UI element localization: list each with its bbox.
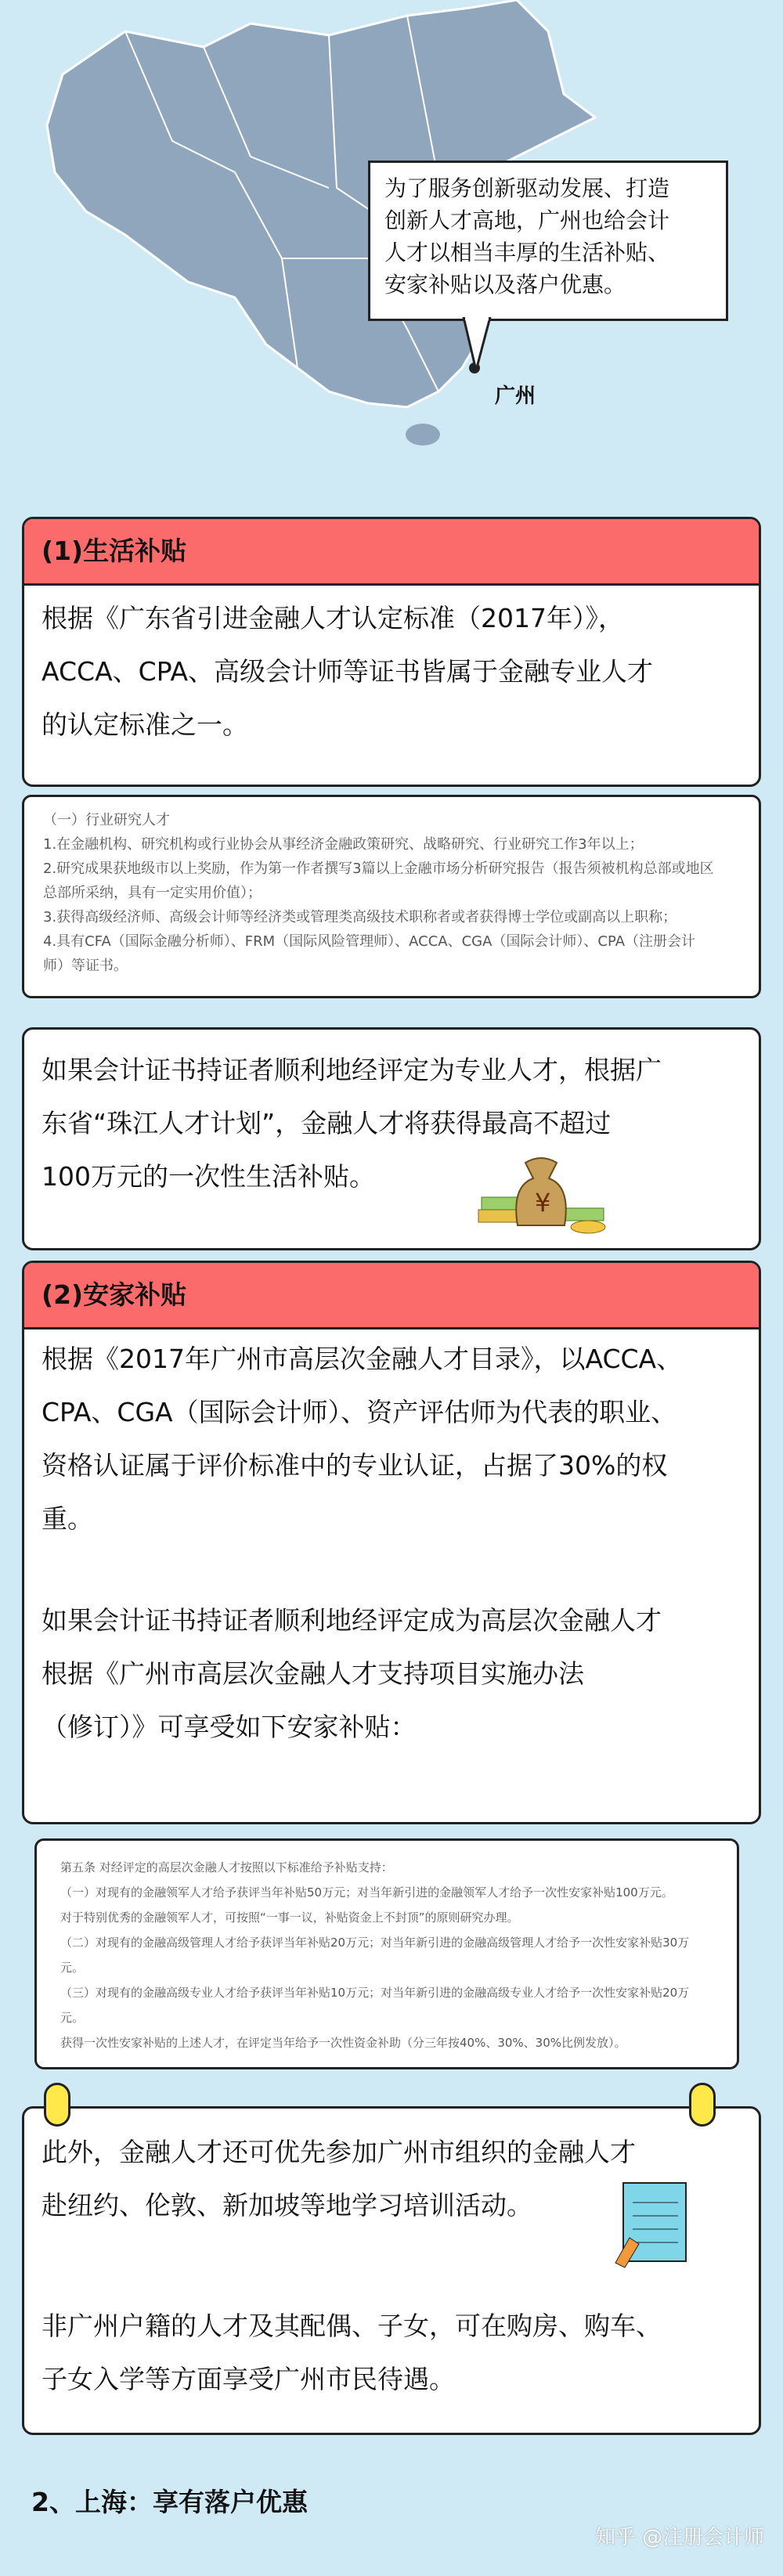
- money-symbol: ¥: [535, 1188, 551, 1218]
- paragraph-line: CPA、CGA（国际会计师）、资产评估师为代表的职业、: [41, 1397, 677, 1427]
- notepad-pencil-icon: [608, 2175, 702, 2269]
- binder-pin-left: [44, 2083, 70, 2127]
- shanghai-heading: 2、上海：享有落户优惠: [31, 2487, 308, 2517]
- paragraph-line: 根据《广东省引进金融人才认定标准（2017年）》，: [41, 603, 624, 633]
- excerpt-line: 师）等证书。: [43, 958, 128, 974]
- paragraph-line: 资格认证属于评价标准中的专业认证，占据了30%的权: [41, 1450, 668, 1481]
- pearl-plan-card: [22, 1027, 761, 1250]
- callout-line: 创新人才高地，广州也给会计: [384, 207, 670, 233]
- intro-callout: [368, 161, 728, 321]
- excerpt-line: 获得一次性安家补贴的上述人才，在评定当年给予一次性资金补助（分三年按40%、30%、30%比例发放）。: [60, 2036, 626, 2050]
- callout-line: 安家补贴以及落户优惠。: [384, 272, 626, 298]
- excerpt-line: 2.研究成果获地级市以上奖励，作为第一作者撰写3篇以上金融市场分析研究报告（报告须被机构总部或地区: [43, 860, 714, 877]
- living-subsidy-heading: (1)生活补贴: [24, 519, 759, 586]
- excerpt-line: 对于特别优秀的金融领军人才，可按照“一事一议，补贴资金上不封顶”的原则研究办理。: [60, 1910, 519, 1925]
- paragraph-line: 赴纽约、伦敦、新加坡等地学习培训活动。: [41, 2190, 532, 2221]
- living-subsidy-card: [22, 517, 761, 787]
- excerpt-line: 第五条 对经评定的高层次金融人才按照以下标准给予补贴支持：: [60, 1860, 393, 1874]
- paragraph-line: （修订）》可享受如下安家补贴：: [41, 1712, 417, 1742]
- money-bag-icon: [471, 1147, 612, 1241]
- watermark: 知乎 @注册会计师: [595, 2526, 765, 2549]
- island-hainan: [406, 424, 440, 446]
- paragraph-line: 如果会计证书持证者顺利地经评定为专业人才，根据广: [41, 1055, 662, 1085]
- paragraph-line: ACCA、CPA、高级会计师等证书皆属于金融专业人才: [41, 656, 654, 687]
- excerpt-line: （一）对现有的金融领军人才给予获评当年补贴50万元；对当年新引进的金融领军人才给予一次性安家补贴100万元。: [60, 1885, 673, 1900]
- callout-tail: [462, 317, 493, 372]
- article-excerpt: [34, 1838, 739, 2069]
- excerpt-line: 3.获得高级经济师、高级会计师等经济类或管理类高级技术职称者或者获得博士学位或副高以上职称；: [43, 909, 677, 925]
- excerpt-line: （二）对现有的金融高级管理人才给予获评当年补贴20万元；对当年新引进的金融高级管理人才给予一次性安家补贴30万: [60, 1936, 690, 1950]
- excerpt-line: 总部所采纳，具有一定实用价值）；: [43, 885, 262, 901]
- paragraph-line: 如果会计证书持证者顺利地经评定成为高层次金融人才: [41, 1605, 662, 1636]
- paragraph-line: 子女入学等方面享受广州市民待遇。: [41, 2364, 455, 2394]
- binder-pin-right: [689, 2083, 716, 2127]
- callout-line: 人才以相当丰厚的生活补贴、: [384, 240, 670, 265]
- paragraph-line: 100万元的一次性生活补贴。: [41, 1161, 375, 1192]
- excerpt-line: 4.具有CFA（国际金融分析师）、FRM（国际风险管理师）、ACCA、CGA（国际会计师）、CPA（注册会计: [43, 933, 696, 950]
- callout-line: 为了服务创新驱动发展、打造: [384, 175, 670, 201]
- paragraph-line: 东省“珠江人才计划”，金融人才将获得最高不超过: [41, 1108, 612, 1138]
- paragraph-line: 此外，金融人才还可优先参加广州市组织的金融人才: [41, 2137, 636, 2167]
- city-label: 广州: [495, 384, 536, 408]
- excerpt-line: 元。: [60, 2011, 85, 2025]
- settle-subsidy-card: [22, 1261, 761, 1824]
- paragraph-line: 根据《2017年广州市高层次金融人才目录》，以ACCA、: [41, 1344, 683, 1374]
- settle-subsidy-heading: (2)安家补贴: [24, 1263, 759, 1329]
- excerpt-line: （三）对现有的金融高级专业人才给予获评当年补贴10万元；对当年新引进的金融高级专业人才给予一次性安家补贴20万: [60, 1986, 690, 2000]
- excerpt-line: （一）行业研究人才: [43, 812, 170, 828]
- other-benefits-card: [22, 2106, 761, 2435]
- paragraph-line: 重。: [41, 1503, 93, 1534]
- excerpt-line: 元。: [60, 1961, 85, 1975]
- excerpt-line: 1.在金融机构、研究机构或行业协会从事经济金融政策研究、战略研究、行业研究工作3年以上；: [43, 836, 644, 853]
- paragraph-line: 非广州户籍的人才及其配偶、子女，可在购房、购车、: [41, 2311, 662, 2341]
- criteria-excerpt: [22, 795, 761, 998]
- paragraph-line: 根据《广州市高层次金融人才支持项目实施办法: [41, 1658, 584, 1689]
- paragraph-line: 的认定标准之一。: [41, 709, 248, 740]
